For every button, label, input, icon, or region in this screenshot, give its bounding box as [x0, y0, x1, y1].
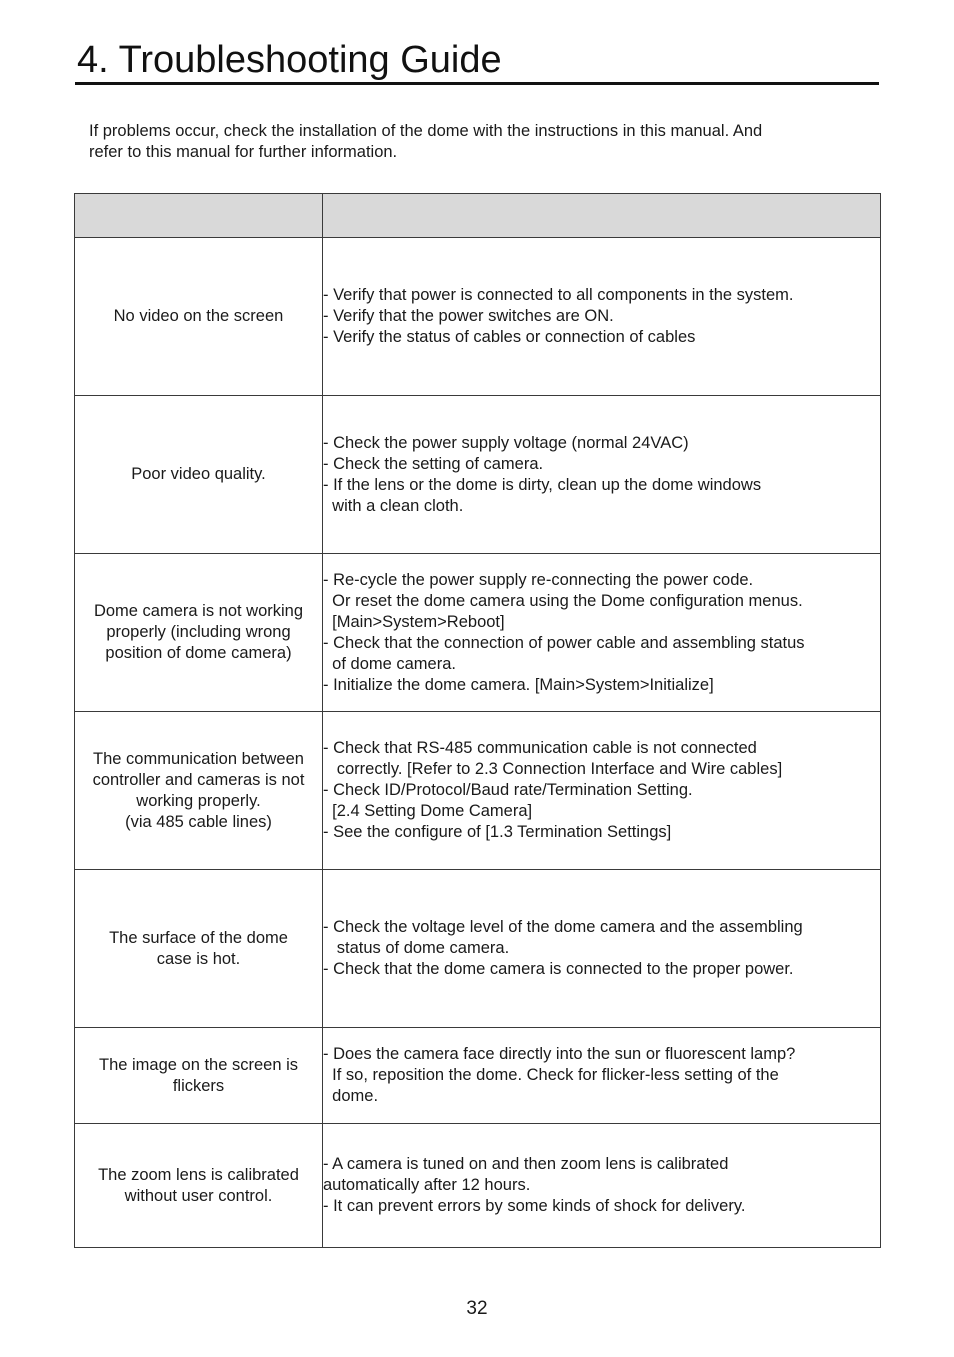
solution-line: - A camera is tuned on and then zoom lens is calibrated	[323, 1155, 729, 1173]
solution-line: - Re-cycle the power supply re-connecting the power code.	[323, 570, 754, 589]
solution-line: automatically after 12 hours.	[323, 1176, 531, 1194]
solution-line: - Check that RS-485 communication cable is not connected	[323, 739, 757, 757]
solution-line: - Verify that power is connected to all components in the system.	[323, 286, 794, 304]
intro-paragraph: If problems occur, check the installation of the dome with the instructions in this manual. And refer to this manual for further information.	[89, 122, 763, 161]
problem-cell: The zoom lens is calibrated without user control.	[75, 1124, 323, 1248]
solution-line: [2.4 Setting Dome Camera]	[323, 802, 533, 820]
table-row	[75, 554, 881, 712]
page-title: 4. Troubleshooting Guide	[77, 39, 502, 81]
solution-cell	[323, 238, 881, 396]
problem-cell: No video on the screen	[75, 238, 323, 396]
table-row	[75, 870, 881, 1028]
problem-cell: The surface of the dome case is hot.	[75, 870, 323, 1028]
problem-cell: Poor video quality.	[75, 396, 323, 554]
table-row	[75, 712, 881, 870]
table-header-row	[75, 194, 881, 238]
problem-cell: The communication between controller and cameras is not working properly. (via 485 cable lines)	[75, 712, 323, 870]
solution-line: - It can prevent errors by some kinds of shock for delivery.	[323, 1197, 746, 1215]
solution-line: - Does the camera face directly into the sun or fluorescent lamp?	[323, 1045, 796, 1063]
solution-line: [Main>System>Reboot]	[323, 612, 505, 631]
solution-cell	[323, 554, 881, 712]
troubleshooting-table	[74, 193, 881, 1248]
solution-line: - Verify that the power switches are ON.	[323, 307, 614, 325]
solution-line: of dome camera.	[323, 654, 456, 673]
solution-line: status of dome camera.	[323, 939, 510, 957]
solution-line: If so, reposition the dome. Check for flicker-less setting of the	[323, 1066, 779, 1084]
title-underline	[75, 82, 879, 85]
table-row	[75, 238, 881, 396]
solution-line: - Check the power supply voltage (normal 24VAC)	[323, 433, 689, 452]
solution-line: - Check the voltage level of the dome camera and the assembling	[323, 918, 803, 936]
solution-cell	[323, 396, 881, 554]
solution-cell	[323, 870, 881, 1028]
problem-cell: The image on the screen is flickers	[75, 1028, 323, 1124]
solution-line: correctly. [Refer to 2.3 Connection Interface and Wire cables]	[323, 760, 783, 778]
table-row	[75, 396, 881, 554]
table-row	[75, 1124, 881, 1248]
header-cell-problem	[75, 194, 323, 238]
header-cell-solution	[323, 194, 881, 238]
page-number: 32	[466, 1298, 488, 1319]
solution-line: with a clean cloth.	[323, 496, 464, 515]
table-body	[75, 238, 881, 1248]
solution-line: - Verify the status of cables or connection of cables	[323, 328, 696, 346]
solution-line: - See the configure of [1.3 Termination Settings]	[323, 823, 672, 841]
solution-line: - Check the setting of camera.	[323, 454, 544, 473]
problem-cell: Dome camera is not working properly (including wrong position of dome camera)	[75, 554, 323, 712]
solution-cell	[323, 1028, 881, 1124]
solution-line: - Check that the dome camera is connected to the proper power.	[323, 960, 794, 978]
table-row	[75, 1028, 881, 1124]
solution-line: - Initialize the dome camera. [Main>System>Initialize]	[323, 675, 714, 694]
solution-line: Or reset the dome camera using the Dome configuration menus.	[323, 591, 803, 610]
solution-line: - Check that the connection of power cable and assembling status	[323, 633, 805, 652]
solution-line: dome.	[323, 1087, 379, 1105]
solution-line: - Check ID/Protocol/Baud rate/Termination Setting.	[323, 781, 693, 799]
solution-cell	[323, 712, 881, 870]
solution-cell	[323, 1124, 881, 1248]
solution-line: - If the lens or the dome is dirty, clean up the dome windows	[323, 475, 762, 494]
